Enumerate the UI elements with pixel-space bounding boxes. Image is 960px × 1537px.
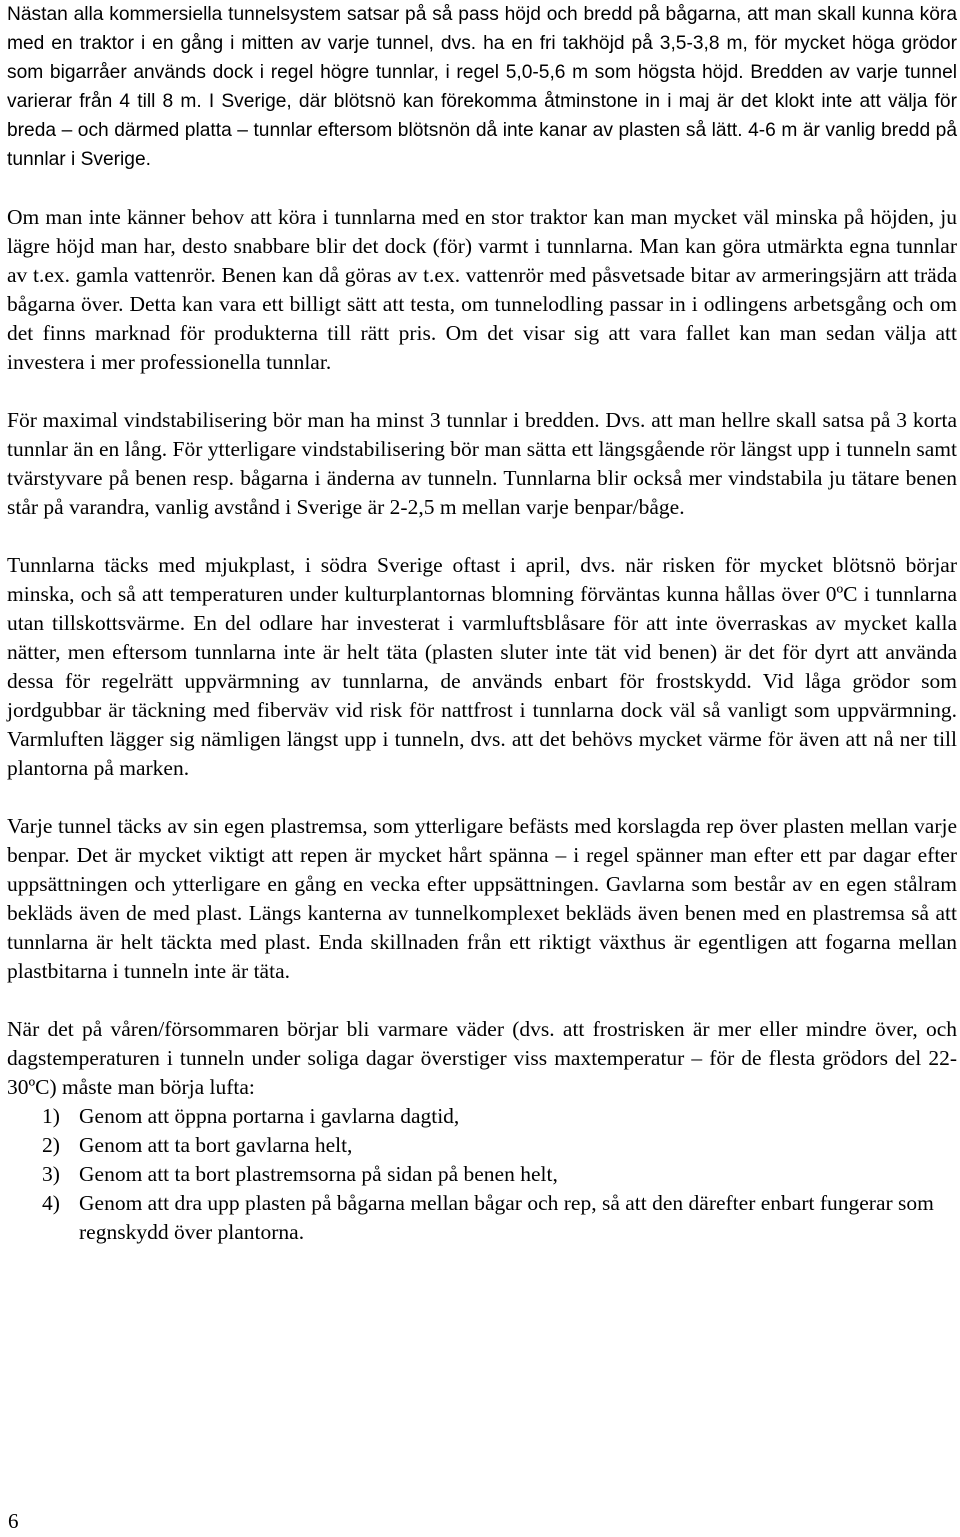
paragraph-lower-tunnels: Om man inte känner behov att köra i tunnlarna med en stor traktor kan man mycket väl minska på höjden, ju lägre höjd man har, desto snabbare blir det dock (för) varmt i tunnlarna. Man kan göra utmärkta egna tunnlar av t.ex. gamla vattenrör. Benen kan då göras av t.ex. vattenrör med påsvetsade bitar av armeringsjärn att träda bågarna över. Detta kan vara ett billigt sätt att testa, om tunnelodling passar in i odlingens arbetsgång och om det finns marknad för produkterna till rätt pris. Om det visar sig att vara fallet kan man sedan välja att investera i mer professionella tunnlar.	[7, 205, 957, 374]
list-item-text: Genom att ta bort gavlarna helt,	[79, 1133, 353, 1157]
list-item	[7, 1160, 957, 1189]
paragraph-plastic-strips: Varje tunnel täcks av sin egen plastremsa, som ytterligare befästs med korslagda rep över plasten mellan varje benpar. Det är mycket viktigt att repen är mycket hårt spänna – i regel spänner man efter ett par dagar efter uppsättningen och ytterligare en gång en vecka efter uppsättningen. Gavlarna som består av en egen stålram bekläds även de med plast. Längs kanterna av tunnelkomplexet bekläds även benen med en plastremsa så att tunnlarna är helt täckta med plast. Enda skillnaden från ett riktigt växthus är egentligen att fogarna mellan plastbitarna i tunneln inte är täta.	[7, 814, 957, 983]
list-item-number: 2)	[42, 1133, 60, 1157]
document-page	[7, 0, 957, 1247]
paragraph-tunnel-dimensions: Nästan alla kommersiella tunnelsystem satsar på så pass höjd och bredd på bågarna, att man skall kunna köra med en traktor i en gång i mitten av varje tunnel, dvs. ha en fri takhöjd på 3,5-3,8 m, för mycket höga grödor som bigarråer används dock i regel högre tunnlar, i regel 5,0-5,6 m som högsta höjd. Bredden av varje tunnel varierar från 4 till 8 m. I Sverige, där blötsnö kan förekomma åtminstone in i maj är det klokt inte att välja för breda – och därmed platta – tunnlar eftersom blötsnön då inte kanar av plasten så lätt. 4-6 m är vanlig bredd på tunnlar i Sverige.	[7, 4, 957, 170]
list-item-text: Genom att dra upp plasten på bågarna mellan bågar och rep, så att den därefter enbart fungerar som regnskydd över plantorna.	[79, 1191, 934, 1244]
paragraph-wind-stabilisation: För maximal vindstabilisering bör man ha minst 3 tunnlar i bredden. Dvs. att man hellre skall satsa på 3 korta tunnlar än en lång. För ytterligare vindstabilisering bör man sätta ett längsgående rör längst upp i tunneln samt tvärstyvare på benen resp. bågarna i änderna av tunneln. Tunnlarna blir också mer vindstabila ju tätare benen står på varandra, vanlig avstånd i Sverige är 2-2,5 m mellan varje benpar/båge.	[7, 408, 957, 519]
list-item	[7, 1102, 957, 1131]
list-item-number: 1)	[42, 1104, 60, 1128]
list-item	[7, 1189, 957, 1247]
list-item	[7, 1131, 957, 1160]
paragraph-plastic-covering: Tunnlarna täcks med mjukplast, i södra Sverige oftast i april, dvs. när risken för mycket blötsnö börjar minska, och så att temperaturen under kulturplantornas blomning förväntas kunna hållas över 0ºC i tunnlarna utan tillskottsvärme. En del odlare har investerat i varmluftsblåsare för att inte överraskas av mycket kalla nätter, men eftersom tunnlarna inte är helt täta (plasten sluter inte tät vid benen) är det för dyrt att använda dessa för regelrätt uppvärmning av tunnlarna, de används enbart för frostskydd. Vid låga grödor som jordgubbar är täckning med fiberväv vid risk för nattfrost i tunnlarna dock väl så vanligt som uppvärmning. Varmluften lägger sig nämligen längst upp i tunneln, dvs. att det behövs mycket värme för även att nå ner till plantorna på marken.	[7, 553, 957, 780]
ventilation-steps-list	[7, 1102, 957, 1247]
page-number: 6	[8, 1509, 19, 1533]
list-item-number: 4)	[42, 1191, 60, 1215]
paragraph-ventilation: När det på våren/försommaren börjar bli varmare väder (dvs. att frostrisken är mer eller mindre över, och dagstemperaturen i tunneln under soliga dagar överstiger viss maxtemperatur – för de flesta grödors del 22-30ºC) måste man börja lufta:	[7, 1017, 957, 1099]
list-item-text: Genom att ta bort plastremsorna på sidan på benen helt,	[79, 1162, 558, 1186]
list-item-number: 3)	[42, 1162, 60, 1186]
list-item-text: Genom att öppna portarna i gavlarna dagtid,	[79, 1104, 460, 1128]
